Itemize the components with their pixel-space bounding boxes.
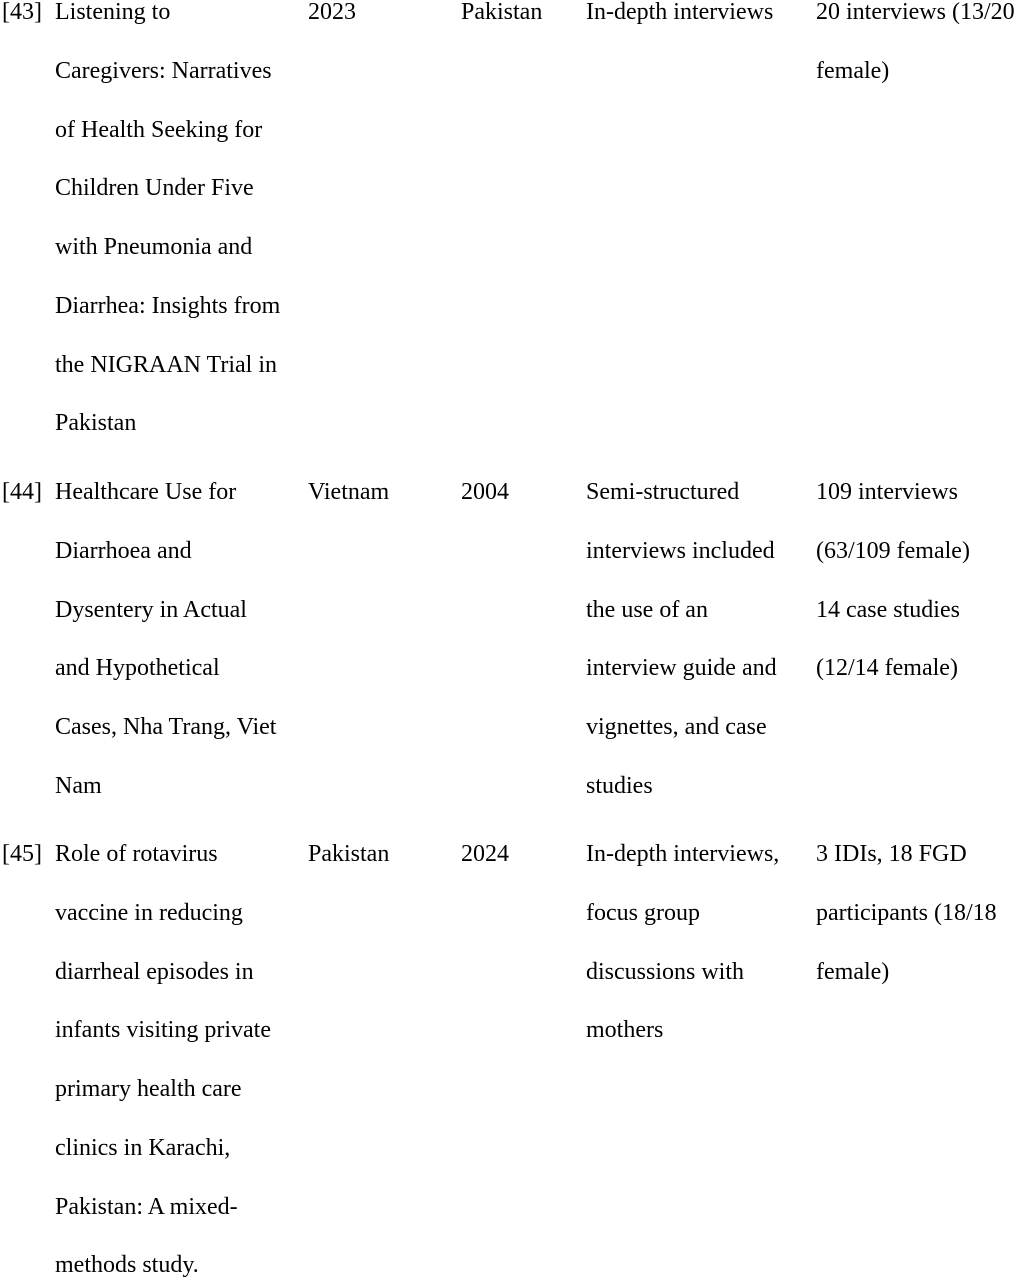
study-country: Pakistan: [461, 0, 543, 25]
reference-number: [45]: [2, 841, 42, 867]
study-sample: 3 IDIs, 18 FGD participants (18/18 female): [816, 841, 997, 985]
study-sample: 109 interviews (63/109 female) 14 case studies (12/14 female): [816, 479, 970, 682]
study-method: Semi-structured interviews included the use of an interview guide and vignettes, and case studies: [586, 479, 777, 799]
study-title: Role of rotavirus vaccine in reducing diarrheal episodes in infants visiting private primary health care clinics in Karachi, Pakistan: A mixed- methods study.: [55, 841, 271, 1279]
study-title: Listening to Caregivers: Narratives of Health Seeking for Children Under Five with Pneumonia and Diarrhea: Insights from the NIGRAAN Trial in Pakistan: [55, 0, 281, 437]
study-title: Healthcare Use for Diarrhoea and Dysentery in Actual and Hypothetical Cases, Nha Trang, Viet Nam: [55, 479, 277, 799]
study-method: In-depth interviews: [586, 0, 774, 25]
study-method: In-depth interviews, focus group discussions with mothers: [586, 841, 780, 1044]
study-country: Pakistan: [308, 841, 390, 867]
study-year: 2004: [461, 479, 509, 505]
study-year: 2023: [308, 0, 356, 25]
study-sample: 20 interviews (13/20 female): [816, 0, 1015, 84]
study-year: 2024: [461, 841, 509, 867]
reference-number: [44]: [2, 479, 42, 505]
reference-number: [43]: [2, 0, 42, 25]
study-country: Vietnam: [308, 479, 390, 505]
